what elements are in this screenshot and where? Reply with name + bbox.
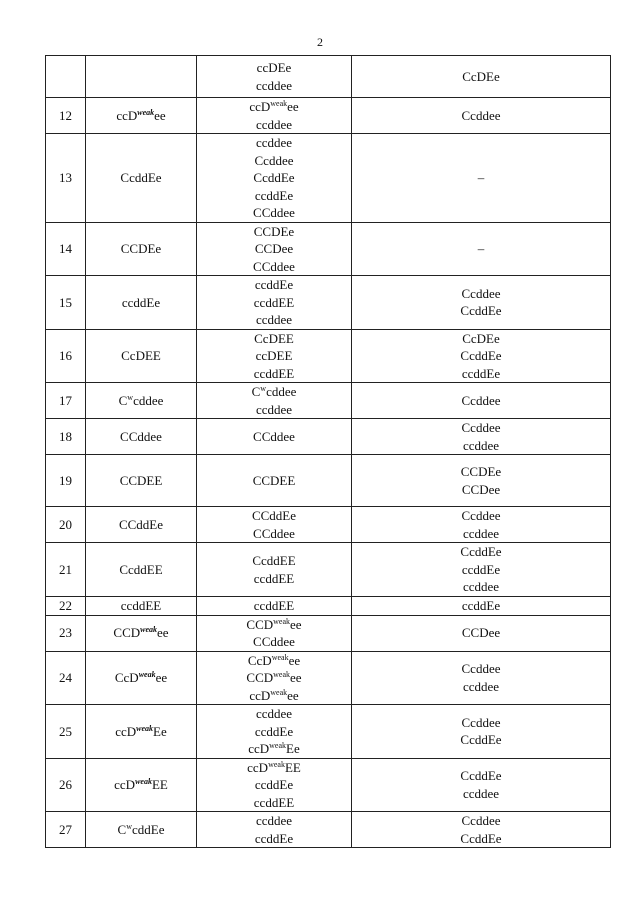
row-number: 20 <box>46 507 86 543</box>
genotype-line: ccddEE <box>253 294 295 310</box>
alternative-line: CcDEe <box>462 330 500 346</box>
genotype-line: CCddEe <box>251 508 297 523</box>
genotypes-cell <box>197 758 352 812</box>
table-row <box>46 383 611 419</box>
alternative-line: – <box>477 241 485 256</box>
genotype-line: ccD$^{weak}$ee <box>249 99 299 114</box>
alternative-line: ccddEe <box>461 561 501 577</box>
table-row <box>46 543 611 597</box>
phenotype-text: CCddee <box>120 428 162 444</box>
alternatives-cell <box>352 134 611 223</box>
genotype-line: CcddEe <box>253 170 295 185</box>
alternative-line: CcddEe <box>460 348 502 363</box>
genotype-line: $CCD^{weak}ee$ <box>246 616 302 632</box>
genotypes-cell <box>197 98 352 134</box>
alternatives-cell <box>352 419 611 455</box>
genotype-line: ccddEE <box>253 794 295 810</box>
genotypes-cell <box>197 615 352 651</box>
genotype-line: CCDEE <box>252 472 296 488</box>
row-number: 16 <box>46 329 86 383</box>
phenotype-cell <box>86 507 197 543</box>
genotype-line: CcddEE <box>252 553 296 568</box>
phenotype-cell <box>86 222 197 276</box>
phenotype-text: ccddEe <box>121 294 161 310</box>
phenotype-text: ccddEE <box>120 598 162 613</box>
table-row <box>46 329 611 383</box>
genotype-line: ccddEE <box>253 365 295 381</box>
genotype-line: ccddEe <box>254 277 294 292</box>
genotypes-cell <box>197 329 352 383</box>
genotype-line: ccddEE <box>253 598 295 613</box>
alternative-line: CcDEe <box>462 68 500 84</box>
genotype-line: ccDEe <box>256 60 292 75</box>
genotypes-cell <box>197 419 352 455</box>
genotypes-cell <box>197 507 352 543</box>
row-number: 23 <box>46 615 86 651</box>
alternatives-cell <box>352 615 611 651</box>
genotype-line: ccddEe <box>254 777 294 792</box>
alternatives-cell <box>352 276 611 330</box>
phenotype-cell <box>86 56 197 98</box>
phenotype-text: $CCD^{weak}ee$ <box>113 625 169 641</box>
alternatives-cell <box>352 222 611 276</box>
phenotype-cell <box>86 543 197 597</box>
genotypes-cell <box>197 383 352 419</box>
alternative-line: Ccddee <box>461 285 501 301</box>
table-row <box>46 134 611 223</box>
genotype-line: ccD$^{weak}$Ee <box>248 741 300 756</box>
phenotype-text: CcddEE <box>119 561 163 577</box>
alternative-line: ccddee <box>462 785 500 801</box>
genotype-line: $C^wcddee$ <box>251 384 297 399</box>
genotype-line: ccddEe <box>254 830 294 846</box>
table-row <box>46 455 611 507</box>
row-number: 25 <box>46 705 86 759</box>
genotypes-cell <box>197 705 352 759</box>
phenotype-cell <box>86 383 197 419</box>
genotype-line: ccddee <box>255 135 293 150</box>
phenotype-text: $C^wcddee$ <box>118 392 164 408</box>
genotype-line: CCddee <box>253 205 295 220</box>
phenotype-text: $C^wcddEe$ <box>117 821 165 837</box>
genotype-line: ccddee <box>255 116 293 132</box>
alternatives-cell <box>352 597 611 616</box>
genotype-line: ccddee <box>255 813 293 828</box>
genotypes-cell <box>197 543 352 597</box>
alternative-line: ccddEe <box>461 598 501 613</box>
phenotype-cell <box>86 419 197 455</box>
genotype-line: CcDEE <box>254 330 294 346</box>
alternative-line: CCDee <box>461 481 501 497</box>
table-row <box>46 705 611 759</box>
alternative-line: CcddEe <box>460 732 502 748</box>
phenotype-text: CcD$^{weak}$ee <box>114 670 168 685</box>
alternative-line: CCDee <box>461 625 501 641</box>
alternative-line: Ccddee <box>461 813 501 828</box>
alternatives-cell <box>352 543 611 597</box>
row-number: 24 <box>46 651 86 705</box>
genotype-line: CCDEe <box>253 223 295 239</box>
alternative-line: ccddee <box>462 678 500 694</box>
genotypes-cell <box>197 222 352 276</box>
alternative-line: ccddee <box>462 437 500 453</box>
alternatives-cell <box>352 383 611 419</box>
row-number: 26 <box>46 758 86 812</box>
phenotype-text: CCDEe <box>120 241 162 256</box>
phenotype-text: ccD$^{weak}$ee <box>116 107 166 123</box>
row-number <box>46 56 86 98</box>
row-number: 22 <box>46 597 86 616</box>
table-row <box>46 276 611 330</box>
genotypes-cell <box>197 597 352 616</box>
genotype-line: CCddee <box>253 525 295 541</box>
genotypes-cell <box>197 56 352 98</box>
alternatives-cell <box>352 705 611 759</box>
phenotype-text: CcddEe <box>120 170 162 185</box>
table-row <box>46 98 611 134</box>
genotype-line: ccDEE <box>255 348 293 363</box>
alternative-line: CcddEe <box>460 768 502 784</box>
phenotype-cell <box>86 597 197 616</box>
alternatives-cell <box>352 329 611 383</box>
alternatives-cell <box>352 812 611 848</box>
alternative-line: CcddEe <box>460 303 502 319</box>
genotype-line: CcD$^{weak}$ee <box>247 652 301 668</box>
genotype-line: ccD$^{weak}$EE <box>247 759 301 775</box>
alternative-line: – <box>477 170 485 185</box>
table-row <box>46 419 611 455</box>
alternative-line: ccddee <box>462 579 500 595</box>
genotype-line: ccddEe <box>254 723 294 739</box>
phenotype-cell <box>86 705 197 759</box>
table-row <box>46 507 611 543</box>
genotypes-cell <box>197 455 352 507</box>
genotype-line: CCddee <box>253 634 295 649</box>
alternative-line: CcddEe <box>460 830 502 846</box>
genotype-line: CCDee <box>254 241 294 256</box>
phenotype-text: ccD$^{weak}$Ee <box>115 723 167 739</box>
genotypes-cell <box>197 812 352 848</box>
alternative-line: Ccddee <box>461 714 501 730</box>
phenotype-cell <box>86 615 197 651</box>
phenotype-cell <box>86 98 197 134</box>
genotype-line: CCddee <box>253 258 295 274</box>
row-number: 19 <box>46 455 86 507</box>
alternatives-cell <box>352 507 611 543</box>
page-number: 2 <box>317 35 323 49</box>
phenotype-cell <box>86 758 197 812</box>
row-number: 27 <box>46 812 86 848</box>
phenotype-text: ccD$^{weak}$EE <box>114 777 168 792</box>
genotypes-cell <box>197 134 352 223</box>
alternative-line: ccddEe <box>461 365 501 381</box>
genotype-line: ccddee <box>255 312 293 327</box>
alternatives-cell <box>352 651 611 705</box>
alternative-line: CCDEe <box>460 464 502 479</box>
table-row <box>46 222 611 276</box>
genotype-line: ccddEE <box>253 570 295 586</box>
phenotype-cell <box>86 329 197 383</box>
table-body <box>46 56 611 848</box>
alternative-line: Ccddee <box>461 508 501 523</box>
phenotype-cell <box>86 455 197 507</box>
rh-genotype-table <box>45 55 611 848</box>
table-row <box>46 651 611 705</box>
genotype-line: $CCD^{weak}ee$ <box>246 670 302 685</box>
phenotype-text: CCDEE <box>119 472 163 488</box>
row-number: 13 <box>46 134 86 223</box>
table-row <box>46 615 611 651</box>
genotype-line: Ccddee <box>254 152 294 168</box>
alternatives-cell <box>352 758 611 812</box>
alternative-line: Ccddee <box>461 420 501 435</box>
phenotype-cell <box>86 812 197 848</box>
genotype-line: CCddee <box>253 428 295 444</box>
genotype-line: ccD$^{weak}$ee <box>249 687 299 703</box>
alternatives-cell <box>352 98 611 134</box>
alternatives-cell <box>352 455 611 507</box>
alternative-line: ccddee <box>462 525 500 541</box>
phenotype-text: CCddEe <box>118 516 164 532</box>
row-number: 18 <box>46 419 86 455</box>
genotypes-cell <box>197 276 352 330</box>
phenotype-text: CcDEE <box>121 348 161 363</box>
table-row <box>46 56 611 98</box>
alternative-line: Ccddee <box>461 392 501 408</box>
table-row <box>46 812 611 848</box>
row-number: 12 <box>46 98 86 134</box>
alternatives-cell <box>352 56 611 98</box>
alternative-line: Ccddee <box>461 107 501 123</box>
table-row <box>46 758 611 812</box>
genotype-line: ccddee <box>255 401 293 417</box>
alternative-line: CcddEe <box>460 544 502 560</box>
alternative-line: Ccddee <box>461 661 501 677</box>
genotype-line: ccddee <box>255 77 293 93</box>
phenotype-cell <box>86 276 197 330</box>
row-number: 21 <box>46 543 86 597</box>
phenotype-cell <box>86 134 197 223</box>
genotypes-cell <box>197 651 352 705</box>
genotype-line: ccddee <box>255 706 293 721</box>
row-number: 14 <box>46 222 86 276</box>
genotype-line: ccddEe <box>254 187 294 203</box>
phenotype-cell <box>86 651 197 705</box>
row-number: 17 <box>46 383 86 419</box>
row-number: 15 <box>46 276 86 330</box>
table-row <box>46 597 611 616</box>
